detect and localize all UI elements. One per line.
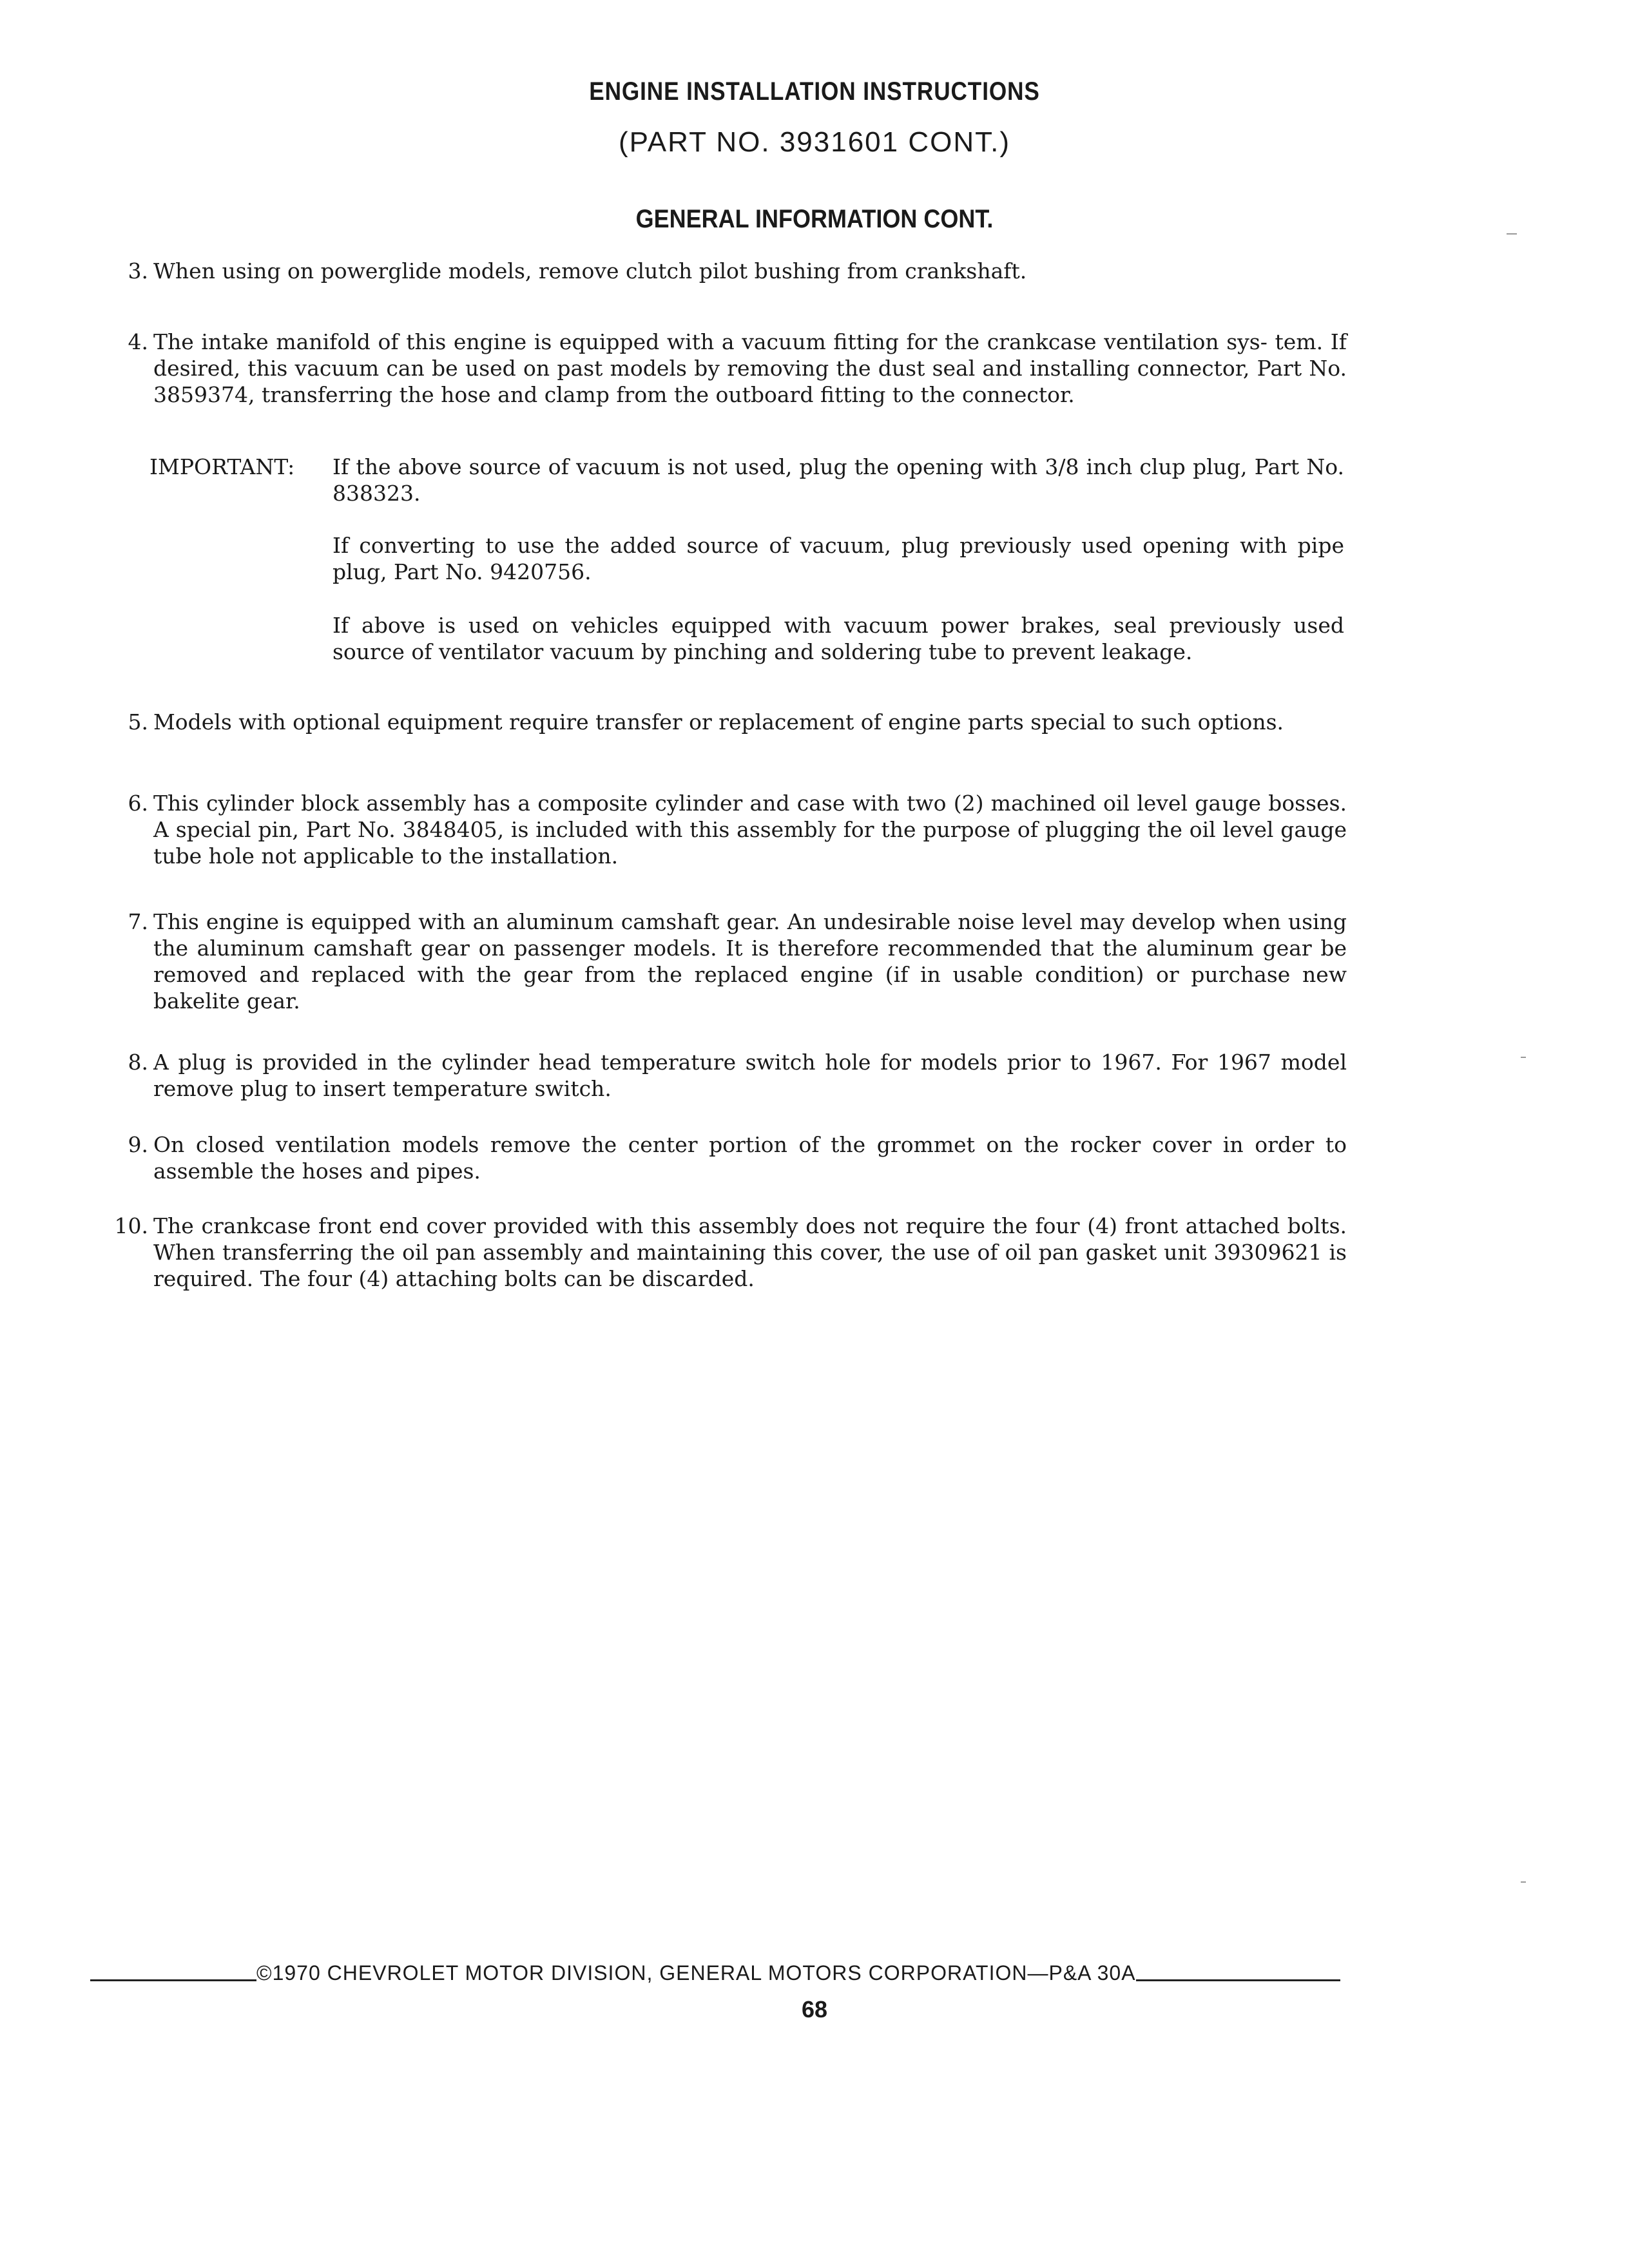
- list-item-7: [110, 908, 1347, 1014]
- item-number: 8.: [128, 1050, 148, 1075]
- list-item-10: [110, 1213, 1347, 1292]
- item-text: On closed ventilation models remove the center portion of the grommet on the rocker cover in order to assemble the hoses and pipes.: [153, 1132, 1347, 1184]
- item-text: When using on powerglide models, remove clutch pilot bushing from crankshaft.: [153, 258, 1027, 284]
- scan-speck: [1521, 1881, 1526, 1883]
- item-number: 3.: [128, 258, 148, 284]
- list-item-3: [110, 258, 1347, 284]
- item-text: The crankcase front end cover provided with this assembly does not require the four (4) front attached bolts. When transferring the oil pan assembly and maintaining this cover, the use of oil pan gasket unit 39309621 is required. The four (4) attaching bolts can be discarded.: [153, 1213, 1347, 1291]
- item-number: 4.: [128, 329, 148, 354]
- item-number: 10.: [114, 1213, 148, 1238]
- footer: [90, 1961, 1340, 1985]
- list-item-6: [110, 790, 1347, 869]
- item-number: 6.: [128, 791, 148, 816]
- scan-speck: [1521, 1057, 1526, 1058]
- item-text: Models with optional equipment require transfer or replacement of engine parts special to such options.: [153, 709, 1284, 735]
- item-number: 7.: [128, 909, 148, 934]
- footer-rule-left: [90, 1979, 256, 1981]
- list-item-8: [110, 1049, 1347, 1102]
- copyright-line: ©1970 CHEVROLET MOTOR DIVISION, GENERAL MOTORS CORPORATION—P&A 30A: [256, 1961, 1136, 1984]
- item-number: 9.: [128, 1132, 148, 1157]
- important-label: IMPORTANT:: [149, 454, 295, 479]
- page-title: ENGINE INSTALLATION INSTRUCTIONS: [589, 77, 1040, 106]
- section-heading: GENERAL INFORMATION CONT.: [635, 205, 994, 233]
- item-text: A plug is provided in the cylinder head temperature switch hole for models prior to 1967. For 1967 model remove plug to insert temperature switch.: [153, 1050, 1347, 1101]
- item-number: 5.: [128, 709, 148, 735]
- scan-speck: [1507, 233, 1517, 235]
- list-item-4: [110, 329, 1347, 408]
- important-paragraph: If the above source of vacuum is not used, plug the opening with 3/8 inch clup plug, Part No. 838323.: [333, 454, 1344, 506]
- item-text: The intake manifold of this engine is equipped with a vacuum fitting for the crankcase ventilation sys- tem. If desired, this vacuum can be used on past models by removing the dust seal and installing connector, Part No. 3859374, transferring the hose and clamp from the outboard fitting to the connector.: [153, 329, 1347, 407]
- important-paragraph: If converting to use the added source of vacuum, plug previously used opening with pipe plug, Part No. 9420756.: [333, 533, 1344, 584]
- item-text: This engine is equipped with an aluminum camshaft gear. An undesirable noise level may develop when using the aluminum camshaft gear on passenger models. It is therefore recommended that the aluminum gear be removed and replaced with the gear from the replaced engine (if in usable condition) or purchase new bakelite gear.: [153, 909, 1347, 1014]
- page-subtitle: (PART NO. 3931601 CONT.): [619, 126, 1010, 158]
- list-item-9: [110, 1131, 1347, 1184]
- item-text: This cylinder block assembly has a composite cylinder and case with two (2) machined oil level gauge bosses. A special pin, Part No. 3848405, is included with this assembly for the purpose of plugging the oil level gauge tube hole not applicable to the installation.: [153, 791, 1347, 869]
- page-number: 68: [801, 1996, 828, 2023]
- footer-rule-right: [1136, 1979, 1340, 1981]
- list-item-5: [110, 709, 1347, 735]
- important-paragraph: If above is used on vehicles equipped with vacuum power brakes, seal previously used source of ventilator vacuum by pinching and soldering tube to prevent leakage.: [333, 613, 1344, 664]
